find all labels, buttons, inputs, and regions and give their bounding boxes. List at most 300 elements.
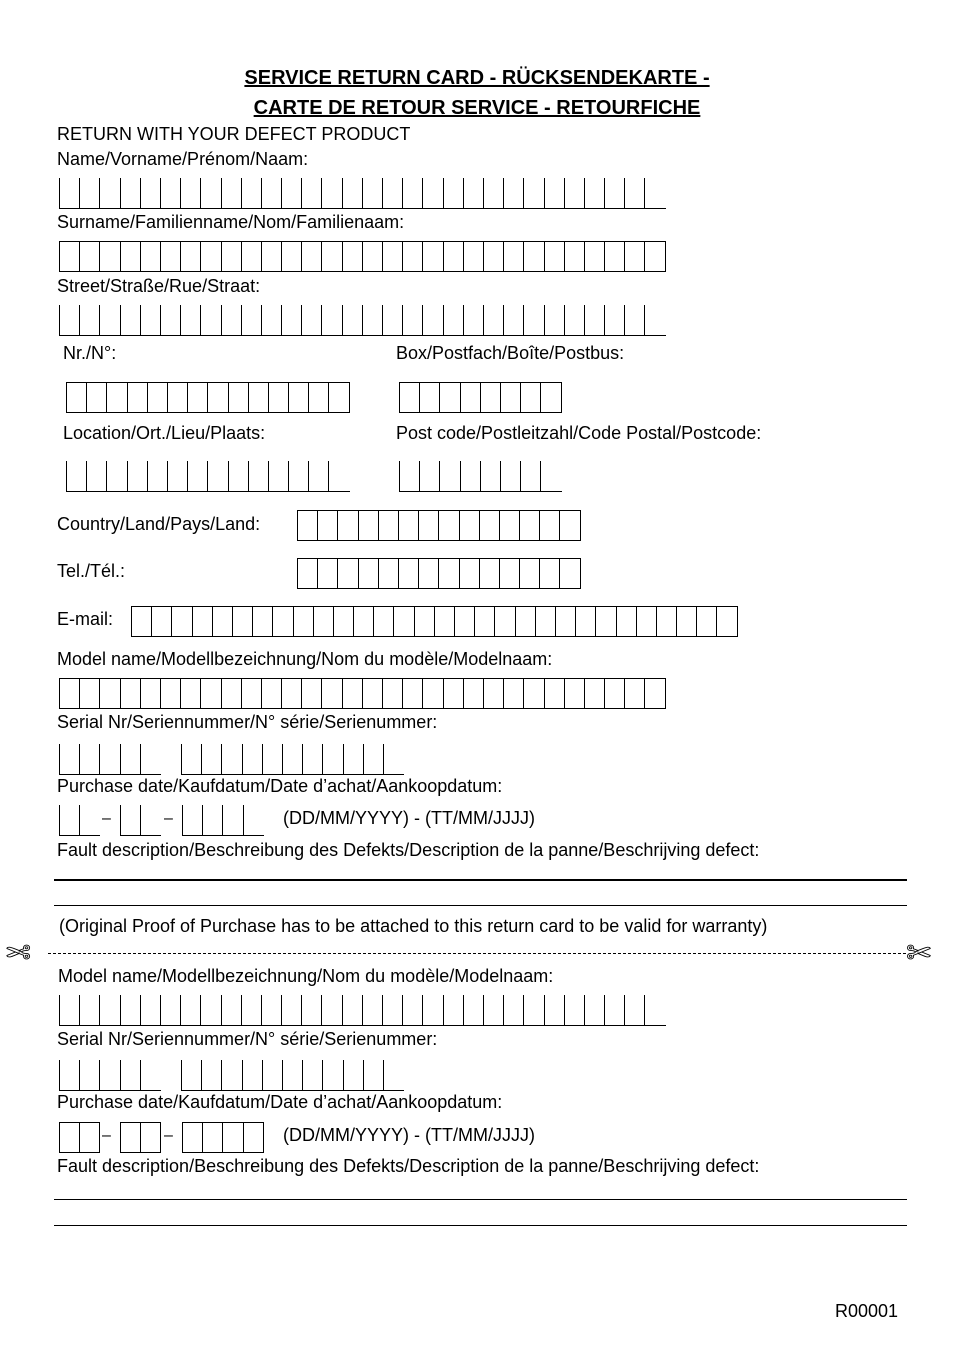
postcode-input-boxes[interactable]	[399, 461, 562, 492]
street-input-boxes[interactable]	[59, 305, 666, 336]
char-box[interactable]	[403, 995, 423, 1025]
char-box[interactable]	[480, 511, 500, 540]
char-box[interactable]	[323, 1060, 343, 1090]
char-box[interactable]	[141, 744, 161, 774]
char-box[interactable]	[282, 995, 302, 1025]
char-box[interactable]	[201, 679, 221, 708]
char-box[interactable]	[423, 178, 443, 208]
char-box[interactable]	[201, 242, 221, 271]
char-box[interactable]	[242, 305, 262, 335]
char-box[interactable]	[585, 995, 605, 1025]
char-box[interactable]	[460, 559, 480, 588]
char-box[interactable]	[323, 744, 343, 774]
char-box[interactable]	[344, 1060, 364, 1090]
char-box[interactable]	[322, 242, 342, 271]
char-box[interactable]	[141, 178, 161, 208]
char-box[interactable]	[181, 995, 201, 1025]
fault-line[interactable]	[54, 905, 907, 906]
char-box[interactable]	[201, 305, 221, 335]
char-box[interactable]	[60, 305, 80, 335]
char-box[interactable]	[444, 995, 464, 1025]
char-box[interactable]	[80, 805, 100, 835]
char-box[interactable]	[67, 383, 87, 412]
char-box[interactable]	[128, 383, 148, 412]
char-box[interactable]	[625, 242, 645, 271]
char-box[interactable]	[419, 511, 439, 540]
char-box[interactable]	[460, 511, 480, 540]
char-box[interactable]	[60, 805, 80, 835]
char-box[interactable]	[60, 178, 80, 208]
char-box[interactable]	[484, 242, 504, 271]
char-box[interactable]	[364, 744, 384, 774]
char-box[interactable]	[625, 679, 645, 708]
char-box[interactable]	[302, 305, 322, 335]
char-box[interactable]	[263, 744, 283, 774]
char-box[interactable]	[294, 607, 314, 636]
char-box[interactable]	[80, 305, 100, 335]
char-box[interactable]	[128, 461, 148, 491]
char-box[interactable]	[60, 995, 80, 1025]
char-box[interactable]	[161, 679, 181, 708]
char-box[interactable]	[359, 559, 379, 588]
char-box[interactable]	[141, 305, 161, 335]
char-box[interactable]	[283, 1060, 303, 1090]
char-box[interactable]	[403, 679, 423, 708]
char-box[interactable]	[152, 607, 172, 636]
char-box[interactable]	[520, 511, 540, 540]
char-box[interactable]	[222, 305, 242, 335]
char-box[interactable]	[403, 178, 423, 208]
char-box[interactable]	[521, 461, 541, 491]
char-box[interactable]	[87, 461, 107, 491]
char-box[interactable]	[181, 305, 201, 335]
char-box[interactable]	[329, 383, 349, 412]
char-box[interactable]	[625, 178, 645, 208]
purchase-year-boxes[interactable]	[182, 1122, 264, 1153]
char-box[interactable]	[605, 178, 625, 208]
char-box[interactable]	[322, 679, 342, 708]
char-box[interactable]	[423, 679, 443, 708]
char-box[interactable]	[121, 744, 141, 774]
char-box[interactable]	[282, 242, 302, 271]
char-box[interactable]	[481, 461, 501, 491]
char-box[interactable]	[262, 178, 282, 208]
char-box[interactable]	[444, 305, 464, 335]
char-box[interactable]	[242, 178, 262, 208]
char-box[interactable]	[677, 607, 697, 636]
char-box[interactable]	[298, 559, 318, 588]
serial-prefix-boxes[interactable]	[59, 744, 161, 775]
char-box[interactable]	[343, 178, 363, 208]
location-input-boxes[interactable]	[66, 461, 350, 492]
char-box[interactable]	[242, 679, 262, 708]
char-box[interactable]	[242, 995, 262, 1025]
char-box[interactable]	[60, 242, 80, 271]
char-box[interactable]	[273, 607, 293, 636]
char-box[interactable]	[524, 305, 544, 335]
char-box[interactable]	[545, 995, 565, 1025]
char-box[interactable]	[107, 383, 127, 412]
char-box[interactable]	[203, 1123, 223, 1152]
char-box[interactable]	[222, 178, 242, 208]
char-box[interactable]	[201, 995, 221, 1025]
char-box[interactable]	[495, 607, 515, 636]
char-box[interactable]	[363, 679, 383, 708]
char-box[interactable]	[100, 305, 120, 335]
char-box[interactable]	[322, 305, 342, 335]
char-box[interactable]	[419, 559, 439, 588]
char-box[interactable]	[322, 178, 342, 208]
char-box[interactable]	[444, 679, 464, 708]
char-box[interactable]	[423, 242, 443, 271]
char-box[interactable]	[625, 305, 645, 335]
char-box[interactable]	[243, 744, 263, 774]
char-box[interactable]	[504, 679, 524, 708]
char-box[interactable]	[500, 559, 520, 588]
char-box[interactable]	[444, 242, 464, 271]
char-box[interactable]	[484, 995, 504, 1025]
char-box[interactable]	[243, 1060, 263, 1090]
char-box[interactable]	[504, 242, 524, 271]
char-box[interactable]	[464, 242, 484, 271]
char-box[interactable]	[222, 1060, 242, 1090]
char-box[interactable]	[80, 744, 100, 774]
char-box[interactable]	[338, 511, 358, 540]
purchase-day-boxes[interactable]	[59, 805, 100, 836]
char-box[interactable]	[262, 242, 282, 271]
char-box[interactable]	[100, 178, 120, 208]
char-box[interactable]	[379, 559, 399, 588]
char-box[interactable]	[439, 559, 459, 588]
char-box[interactable]	[289, 461, 309, 491]
char-box[interactable]	[309, 383, 329, 412]
char-box[interactable]	[354, 607, 374, 636]
char-box[interactable]	[303, 1060, 323, 1090]
char-box[interactable]	[329, 461, 349, 491]
char-box[interactable]	[343, 305, 363, 335]
char-box[interactable]	[545, 242, 565, 271]
char-box[interactable]	[394, 607, 414, 636]
char-box[interactable]	[403, 305, 423, 335]
char-box[interactable]	[379, 511, 399, 540]
char-box[interactable]	[269, 383, 289, 412]
char-box[interactable]	[625, 995, 645, 1025]
purchase-day-boxes[interactable]	[59, 1122, 100, 1153]
purchase-month-boxes[interactable]	[120, 805, 161, 836]
char-box[interactable]	[540, 511, 560, 540]
model-input-boxes[interactable]	[59, 995, 666, 1026]
char-box[interactable]	[455, 607, 475, 636]
char-box[interactable]	[516, 607, 536, 636]
char-box[interactable]	[229, 383, 249, 412]
char-box[interactable]	[596, 607, 616, 636]
char-box[interactable]	[475, 607, 495, 636]
char-box[interactable]	[545, 679, 565, 708]
char-box[interactable]	[60, 1123, 80, 1152]
char-box[interactable]	[464, 178, 484, 208]
char-box[interactable]	[541, 461, 561, 491]
char-box[interactable]	[520, 559, 540, 588]
char-box[interactable]	[565, 242, 585, 271]
char-box[interactable]	[343, 995, 363, 1025]
char-box[interactable]	[605, 995, 625, 1025]
char-box[interactable]	[484, 305, 504, 335]
char-box[interactable]	[484, 679, 504, 708]
char-box[interactable]	[717, 607, 737, 636]
char-box[interactable]	[141, 995, 161, 1025]
char-box[interactable]	[645, 679, 665, 708]
name-input-boxes[interactable]	[59, 178, 666, 209]
char-box[interactable]	[302, 995, 322, 1025]
char-box[interactable]	[334, 607, 354, 636]
country-input-boxes[interactable]	[297, 510, 581, 541]
char-box[interactable]	[182, 1060, 202, 1090]
char-box[interactable]	[309, 461, 329, 491]
char-box[interactable]	[384, 744, 404, 774]
char-box[interactable]	[223, 805, 243, 835]
char-box[interactable]	[415, 607, 435, 636]
char-box[interactable]	[645, 178, 665, 208]
char-box[interactable]	[262, 679, 282, 708]
char-box[interactable]	[223, 1123, 243, 1152]
char-box[interactable]	[343, 679, 363, 708]
char-box[interactable]	[565, 305, 585, 335]
char-box[interactable]	[181, 679, 201, 708]
char-box[interactable]	[282, 679, 302, 708]
char-box[interactable]	[364, 1060, 384, 1090]
char-box[interactable]	[481, 383, 501, 412]
char-box[interactable]	[249, 461, 269, 491]
char-box[interactable]	[302, 679, 322, 708]
char-box[interactable]	[263, 1060, 283, 1090]
char-box[interactable]	[168, 461, 188, 491]
char-box[interactable]	[605, 242, 625, 271]
char-box[interactable]	[461, 383, 481, 412]
char-box[interactable]	[363, 305, 383, 335]
char-box[interactable]	[148, 461, 168, 491]
char-box[interactable]	[303, 744, 323, 774]
fault-line[interactable]	[54, 1225, 907, 1226]
char-box[interactable]	[560, 511, 580, 540]
char-box[interactable]	[524, 242, 544, 271]
char-box[interactable]	[560, 559, 580, 588]
char-box[interactable]	[645, 242, 665, 271]
char-box[interactable]	[420, 461, 440, 491]
char-box[interactable]	[107, 461, 127, 491]
char-box[interactable]	[141, 1060, 161, 1090]
char-box[interactable]	[536, 607, 556, 636]
char-box[interactable]	[464, 305, 484, 335]
char-box[interactable]	[121, 242, 141, 271]
char-box[interactable]	[132, 607, 152, 636]
char-box[interactable]	[344, 744, 364, 774]
email-input-boxes[interactable]	[131, 606, 738, 637]
char-box[interactable]	[637, 607, 657, 636]
char-box[interactable]	[60, 679, 80, 708]
char-box[interactable]	[374, 607, 394, 636]
char-box[interactable]	[524, 178, 544, 208]
char-box[interactable]	[282, 178, 302, 208]
char-box[interactable]	[289, 383, 309, 412]
char-box[interactable]	[148, 383, 168, 412]
char-box[interactable]	[500, 511, 520, 540]
char-box[interactable]	[208, 461, 228, 491]
char-box[interactable]	[183, 1123, 203, 1152]
char-box[interactable]	[657, 607, 677, 636]
char-box[interactable]	[249, 383, 269, 412]
char-box[interactable]	[585, 305, 605, 335]
char-box[interactable]	[121, 1123, 141, 1152]
char-box[interactable]	[363, 995, 383, 1025]
char-box[interactable]	[283, 744, 303, 774]
purchase-year-boxes[interactable]	[182, 805, 264, 836]
char-box[interactable]	[403, 242, 423, 271]
char-box[interactable]	[504, 995, 524, 1025]
char-box[interactable]	[233, 607, 253, 636]
char-box[interactable]	[645, 305, 665, 335]
char-box[interactable]	[576, 607, 596, 636]
char-box[interactable]	[585, 242, 605, 271]
char-box[interactable]	[222, 679, 242, 708]
char-box[interactable]	[80, 679, 100, 708]
purchase-month-boxes[interactable]	[120, 1122, 161, 1153]
char-box[interactable]	[504, 178, 524, 208]
char-box[interactable]	[202, 1060, 222, 1090]
char-box[interactable]	[60, 1060, 80, 1090]
char-box[interactable]	[645, 995, 665, 1025]
char-box[interactable]	[423, 305, 443, 335]
serial-number-boxes[interactable]	[181, 744, 404, 775]
char-box[interactable]	[222, 995, 242, 1025]
char-box[interactable]	[302, 242, 322, 271]
char-box[interactable]	[524, 679, 544, 708]
char-box[interactable]	[87, 383, 107, 412]
char-box[interactable]	[161, 178, 181, 208]
char-box[interactable]	[168, 383, 188, 412]
serial-prefix-boxes[interactable]	[59, 1060, 161, 1091]
char-box[interactable]	[80, 178, 100, 208]
char-box[interactable]	[244, 805, 264, 835]
char-box[interactable]	[617, 607, 637, 636]
char-box[interactable]	[182, 744, 202, 774]
number-input-boxes[interactable]	[66, 382, 350, 413]
char-box[interactable]	[359, 511, 379, 540]
char-box[interactable]	[100, 995, 120, 1025]
char-box[interactable]	[80, 242, 100, 271]
char-box[interactable]	[100, 744, 120, 774]
char-box[interactable]	[100, 679, 120, 708]
char-box[interactable]	[541, 383, 561, 412]
char-box[interactable]	[121, 995, 141, 1025]
char-box[interactable]	[322, 995, 342, 1025]
char-box[interactable]	[141, 1123, 161, 1152]
char-box[interactable]	[480, 559, 500, 588]
char-box[interactable]	[202, 744, 222, 774]
char-box[interactable]	[181, 178, 201, 208]
char-box[interactable]	[183, 805, 203, 835]
char-box[interactable]	[67, 461, 87, 491]
char-box[interactable]	[565, 178, 585, 208]
tel-input-boxes[interactable]	[297, 558, 581, 589]
char-box[interactable]	[521, 383, 541, 412]
char-box[interactable]	[565, 995, 585, 1025]
char-box[interactable]	[172, 607, 192, 636]
char-box[interactable]	[400, 383, 420, 412]
char-box[interactable]	[501, 461, 521, 491]
char-box[interactable]	[384, 1060, 404, 1090]
char-box[interactable]	[229, 461, 249, 491]
char-box[interactable]	[400, 461, 420, 491]
char-box[interactable]	[193, 607, 213, 636]
char-box[interactable]	[253, 607, 273, 636]
char-box[interactable]	[121, 1060, 141, 1090]
serial-number-boxes[interactable]	[181, 1060, 404, 1091]
char-box[interactable]	[504, 305, 524, 335]
char-box[interactable]	[585, 679, 605, 708]
char-box[interactable]	[188, 383, 208, 412]
char-box[interactable]	[363, 242, 383, 271]
char-box[interactable]	[399, 511, 419, 540]
char-box[interactable]	[423, 995, 443, 1025]
char-box[interactable]	[565, 679, 585, 708]
char-box[interactable]	[141, 805, 161, 835]
char-box[interactable]	[314, 607, 334, 636]
char-box[interactable]	[444, 178, 464, 208]
char-box[interactable]	[383, 679, 403, 708]
char-box[interactable]	[121, 178, 141, 208]
char-box[interactable]	[585, 178, 605, 208]
char-box[interactable]	[605, 679, 625, 708]
char-box[interactable]	[383, 995, 403, 1025]
char-box[interactable]	[318, 559, 338, 588]
char-box[interactable]	[121, 805, 141, 835]
char-box[interactable]	[440, 461, 460, 491]
char-box[interactable]	[484, 178, 504, 208]
char-box[interactable]	[100, 1060, 120, 1090]
char-box[interactable]	[697, 607, 717, 636]
char-box[interactable]	[439, 511, 459, 540]
char-box[interactable]	[161, 305, 181, 335]
char-box[interactable]	[80, 1060, 100, 1090]
char-box[interactable]	[540, 559, 560, 588]
char-box[interactable]	[121, 305, 141, 335]
char-box[interactable]	[298, 511, 318, 540]
char-box[interactable]	[80, 995, 100, 1025]
char-box[interactable]	[60, 744, 80, 774]
fault-line[interactable]	[54, 1199, 907, 1200]
char-box[interactable]	[399, 559, 419, 588]
model-input-boxes[interactable]	[59, 678, 666, 709]
char-box[interactable]	[181, 242, 201, 271]
char-box[interactable]	[80, 1123, 100, 1152]
char-box[interactable]	[161, 242, 181, 271]
char-box[interactable]	[501, 383, 521, 412]
char-box[interactable]	[440, 383, 460, 412]
char-box[interactable]	[464, 679, 484, 708]
char-box[interactable]	[201, 178, 221, 208]
char-box[interactable]	[213, 607, 233, 636]
char-box[interactable]	[338, 559, 358, 588]
char-box[interactable]	[363, 178, 383, 208]
char-box[interactable]	[435, 607, 455, 636]
char-box[interactable]	[222, 744, 242, 774]
char-box[interactable]	[420, 383, 440, 412]
surname-input-boxes[interactable]	[59, 241, 666, 272]
char-box[interactable]	[262, 995, 282, 1025]
char-box[interactable]	[318, 511, 338, 540]
char-box[interactable]	[242, 242, 262, 271]
char-box[interactable]	[524, 995, 544, 1025]
